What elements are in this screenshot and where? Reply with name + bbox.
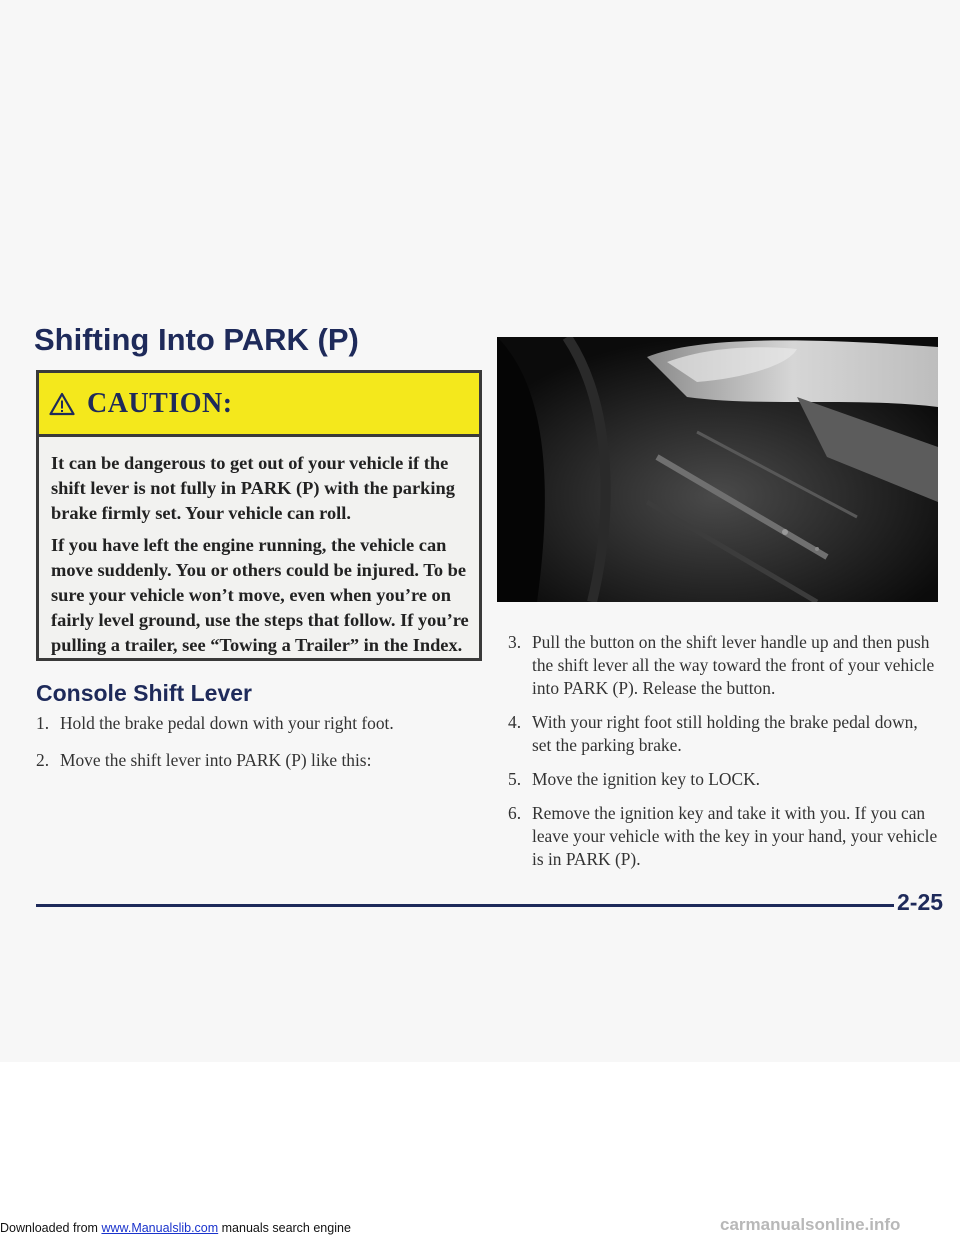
step-number: 2. xyxy=(36,750,50,770)
step-number: 3. xyxy=(508,632,522,652)
footer-prefix: Downloaded from xyxy=(0,1221,102,1235)
steps-list-left xyxy=(36,712,486,786)
step-number: 5. xyxy=(508,769,522,789)
page-rule xyxy=(36,904,894,907)
caution-label: CAUTION: xyxy=(87,387,233,419)
footer-suffix: manuals search engine xyxy=(218,1221,351,1235)
step-text: Remove the ignition key and take it with you. If you can leave your vehicle with the key in your hand, your vehicle is in PARK (P). xyxy=(532,803,938,869)
step-number: 4. xyxy=(508,712,522,732)
list-item xyxy=(36,749,486,772)
steps-list-right xyxy=(508,631,938,882)
step-text: Move the ignition key to LOCK. xyxy=(532,769,760,789)
list-item xyxy=(508,802,938,871)
caution-paragraph: It can be dangerous to get out of your vehicle if the shift lever is not fully in PARK (P) with the parking brake firmly set. Your vehicle can roll. xyxy=(51,453,455,523)
caution-box xyxy=(36,370,482,661)
list-item xyxy=(508,631,938,700)
caution-text xyxy=(39,437,479,658)
watermark: carmanualsonline.info xyxy=(720,1215,901,1234)
step-text: Move the shift lever into PARK (P) like this: xyxy=(60,750,372,770)
list-item xyxy=(36,712,486,735)
list-item xyxy=(508,711,938,757)
caution-banner xyxy=(39,373,479,437)
manualslib-link[interactable]: www.Manualslib.com xyxy=(101,1221,219,1235)
section-title: Shifting Into PARK (P) xyxy=(34,322,359,357)
list-item xyxy=(508,768,938,791)
step-number: 6. xyxy=(508,803,522,823)
download-footer xyxy=(0,1221,351,1235)
step-text: With your right foot still holding the brake pedal down, set the parking brake. xyxy=(532,712,918,755)
step-text: Pull the button on the shift lever handle up and then push the shift lever all the way toward the front of your vehicle into PARK (P). Release the button. xyxy=(532,632,935,698)
step-number: 1. xyxy=(36,713,50,733)
page-number: 2-25 xyxy=(897,889,944,915)
warning-triangle-icon xyxy=(49,392,75,416)
step-text: Hold the brake pedal down with your right foot. xyxy=(60,713,394,733)
caution-paragraph: If you have left the engine running, the vehicle can move suddenly. You or others could be injured. To be sure your vehicle won’t move, even when you’re on fairly level ground, use the steps that follow. If you’re pulling a trailer, see “Towing a Trailer” in the Index. xyxy=(51,535,469,655)
subsection-title: Console Shift Lever xyxy=(36,680,252,706)
shift-lever-photo-art xyxy=(497,337,938,602)
shift-lever-photo xyxy=(497,337,938,602)
